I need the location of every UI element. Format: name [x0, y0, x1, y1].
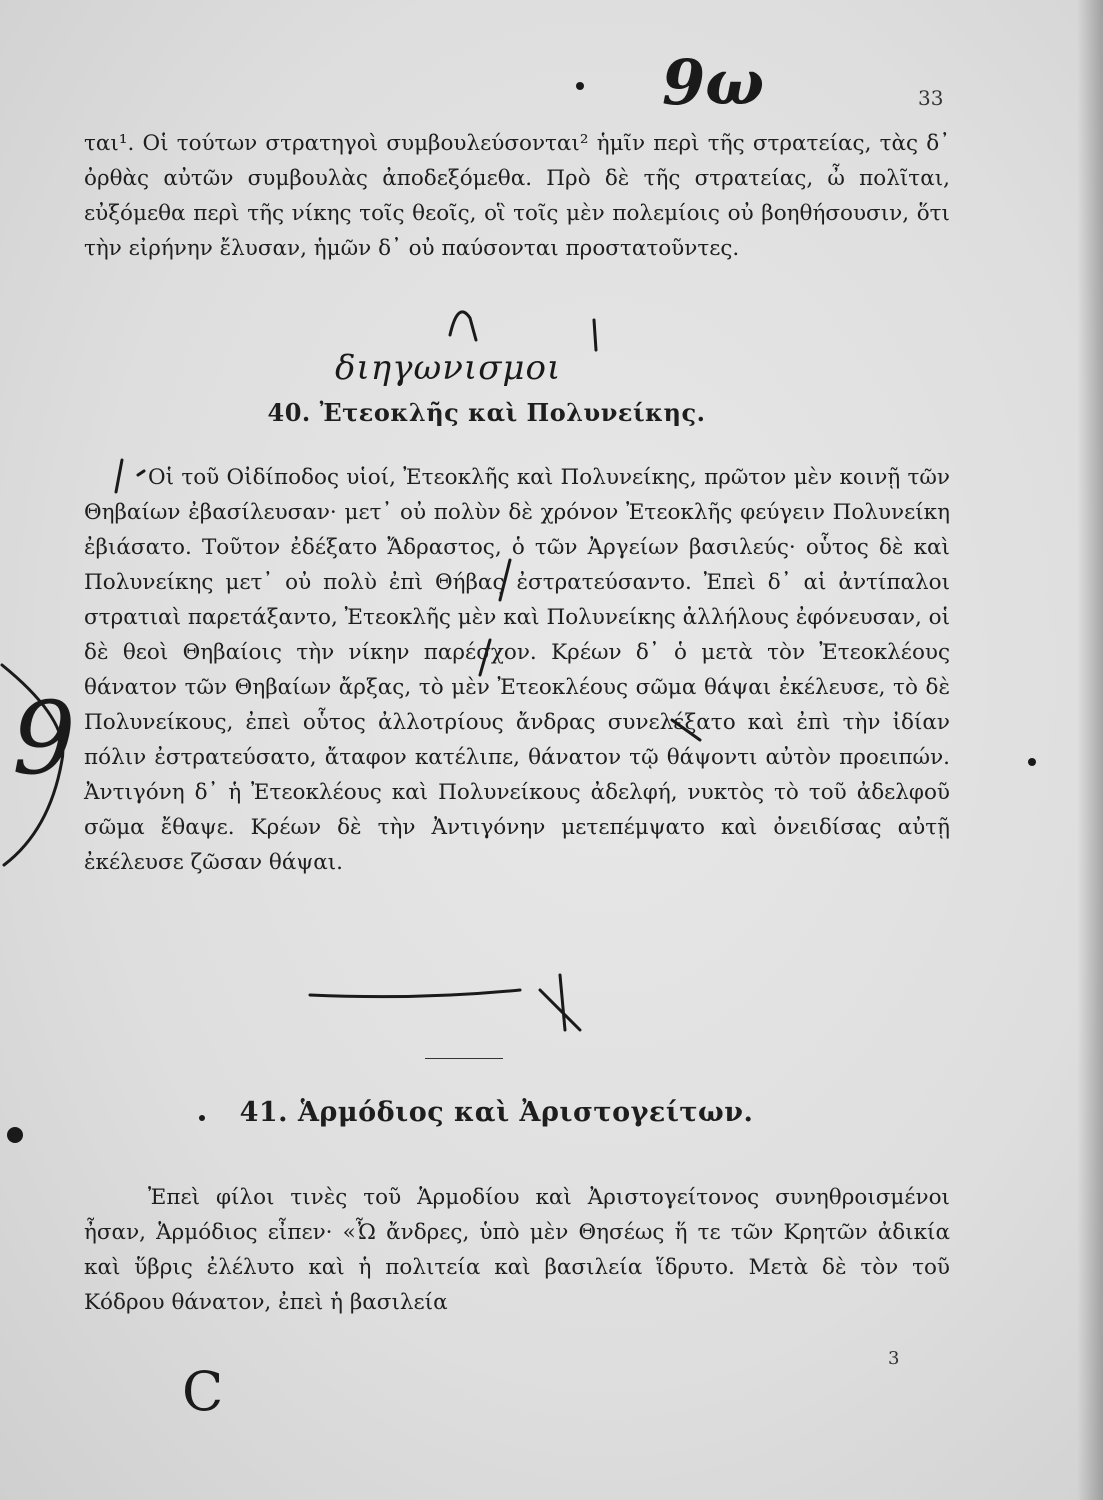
section-40-title: 40. Ἐτεοκλῆς καὶ Πολυνείκης.: [267, 398, 706, 427]
signature-mark: 3: [888, 1348, 900, 1369]
handwritten-margin-number: 9: [12, 680, 76, 797]
ink-dot: [1028, 758, 1036, 766]
handwritten-bottom-letter: C: [182, 1360, 224, 1423]
page-edge-shadow: [1077, 0, 1103, 1500]
check-mark: [450, 312, 476, 340]
section-41-title: 41. Ἁρμόδιος καὶ Ἀριστογείτων.: [239, 1097, 754, 1128]
section-divider: [425, 1058, 503, 1059]
paragraph-text: ται¹. Οἱ τούτων στρατηγοὶ συμβουλεύσονται² ἡμῖν περὶ τῆς στρατείας, τὰς δ᾽ ὀρθὰς αὐτῶν συμβουλὰς ἀποδεξόμεθα. Πρὸ δὲ τῆς στρατείας, ὦ πολῖται, εὐξόμεθα περὶ τῆς νίκης τοῖς θεοῖς, οἳ τοῖς μὲν πολεμίοις οὐ βοηθήσουσιν, ὅτι τὴν εἰρήνην ἔλυσαν, ἡμῶν δ᾽ οὐ παύσονται προστατοῦντες.: [84, 131, 950, 261]
short-stroke-mark: [594, 320, 596, 350]
section-41-body: [84, 1180, 950, 1320]
page-number: 33: [918, 86, 944, 110]
cross-mark: [540, 975, 580, 1030]
ink-dot: [7, 1127, 23, 1143]
underline-mark: [310, 990, 520, 997]
section-41-text: Ἐπεὶ φίλοι τινὲς τοῦ Ἁρμοδίου καὶ Ἀριστογείτονος συνηθροισμένοι ἦσαν, Ἁρμόδιος εἶπεν· «Ὦ ἄνδρες, ὑπὸ μὲν Θησέως ἥ τε τῶν Κρητῶν ἀδικία καὶ ὕβρις ἐλέλυτο καὶ ἡ πολιτεία καὶ βασιλεία ἵδρυτο. Μετὰ δὲ τὸν τοῦ Κόδρου θάνατον, ἐπεὶ ἡ βασιλεία: [84, 1185, 950, 1315]
section-40-text: Οἱ τοῦ Οἰδίποδος υἱοί, Ἐτεοκλῆς καὶ Πολυνείκης, πρῶτον μὲν κοινῇ τῶν Θηβαίων ἐβασίλευσαν· μετ᾽ οὐ πολὺν δὲ χρόνον Ἐτεοκλῆς φεύγειν Πολυνείκη ἐβιάσατο. Τοῦτον ἐδέξατο Ἄδραστος, ὁ τῶν Ἀργείων βασιλεύς· οὗτος δὲ καὶ Πολυνείκης μετ᾽ οὐ πολὺ ἐπὶ Θήβας ἐστρατεύσαντο. Ἐπεὶ δ᾽ αἱ ἀντίπαλοι στρατιαὶ παρετάξαντο, Ἐτεοκλῆς μὲν καὶ Πολυνείκης ἀλλήλους ἐφόνευσαν, οἱ δὲ θεοὶ Θηβαίοις τὴν νίκην παρέσχον. Κρέων δ᾽ ὁ μετὰ τὸν Ἐτεοκλέους θάνατον τῶν Θηβαίων ἄρξας, τὸ μὲν Ἐτεοκλέους σῶμα θάψαι ἐκέλευσε, τὸ δὲ Πολυνείκους, ἐπεὶ οὗτος ἀλλοτρίους ἄνδρας συνελέξατο καὶ ἐπὶ τὴν ἰδίαν πόλιν ἐστρατεύσατο, ἄταφον κατέλιπε, θάνατον τῷ θάψοντι αὐτὸν προειπών. Ἀντιγόνη δ᾽ ἡ Ἐτεοκλέους καὶ Πολυνείκους ἀδελφή, νυκτὸς τὸ τοῦ ἀδελφοῦ σῶμα ἔθαψε. Κρέων δὲ τὴν Ἀντιγόνην μετεπέμψατο καὶ ὀνειδίσας αὐτῇ ἐκέλευσε ζῶσαν θάψαι.: [84, 465, 950, 875]
ink-dot: [576, 82, 584, 90]
paragraph-continuation: [84, 126, 950, 266]
handwritten-top-mark: 9ω: [662, 46, 765, 119]
handwritten-title-marginalia: διηγωνισμοι: [335, 348, 562, 388]
section-40-body: [84, 460, 950, 880]
